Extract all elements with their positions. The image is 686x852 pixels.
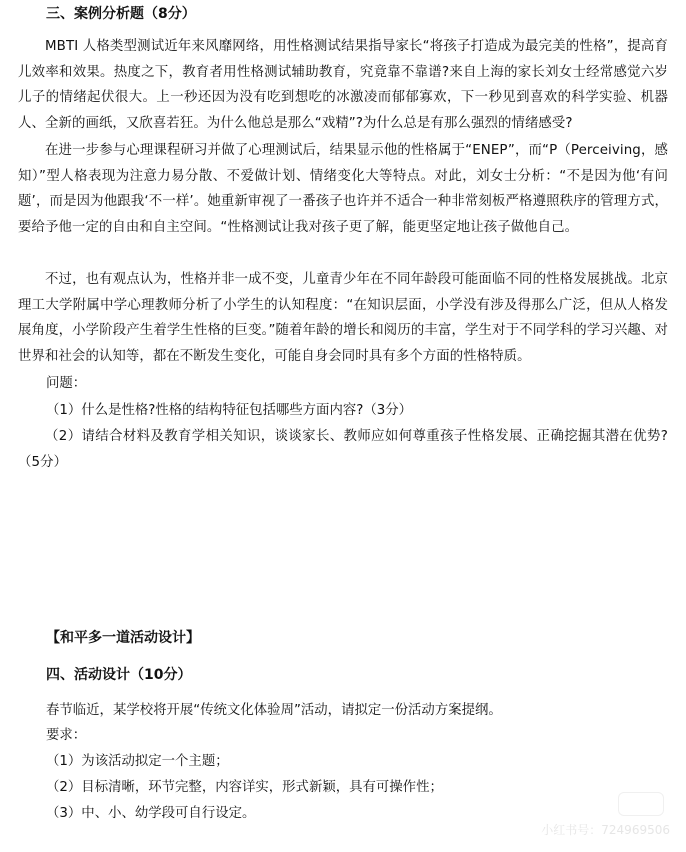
- activity-bracket-title: 【和平多一道活动设计】: [46, 630, 200, 646]
- case-paragraph-3: 不过，也有观点认为，性格并非一成不变，儿童青少年在不同年龄段可能面临不同的性格发展挑战。北京理工大学附属中学心理教师分析了小学生的认知程度：“在知识层面，小学没有涉及得那么广泛，但从人格发展角度，小学阶段产生着学生性格的巨变。”随着年龄的增长和阅历的丰富，学生对于不同学科的学习兴趣、对世界和社会的认知等，都在不断发生变化，可能自身会同时具有多个方面的性格特质。: [18, 272, 668, 364]
- requirement-2: （2）目标清晰，环节完整，内容详实，形式新颖，具有可操作性；: [46, 780, 443, 795]
- question-1: （1）什么是性格?性格的结构特征包括哪些方面内容?（3分）: [46, 403, 413, 418]
- watermark: 小红书号：724969506: [541, 823, 670, 837]
- section-3-title: 三、案例分析题（8分）: [46, 6, 196, 22]
- requirement-3: （3）中、小、幼学段可自行设定。: [46, 806, 256, 821]
- questions-label: 问题：: [46, 376, 87, 391]
- section-4-title: 四、活动设计（10分）: [46, 667, 192, 683]
- case-paragraph-1: MBTI 人格类型测试近年来风靡网络，用性格测试结果指导家长“将孩子打造成为最完美的性格”，提高育儿效率和效果。热度之下，教育者用性格测试辅助教育，究竟靠不靠谱?来自上海的家长刘女士经常感觉六岁儿子的情绪起伏很大。上一秒还因为没有吃到想吃的冰激凌而郁郁寡欢，下一秒见到喜欢的科学实验、机器人、全新的画纸，又欣喜若狂。为什么他总是那么“戏精”?为什么总是有那么强烈的情绪感受?: [18, 39, 668, 131]
- requirements-label: 要求：: [46, 728, 87, 743]
- requirement-1: （1）为该活动拟定一个主题；: [46, 754, 229, 769]
- watermark-logo-icon: [618, 792, 664, 816]
- activity-intro: 春节临近，某学校将开展“传统文化体验周”活动，请拟定一份活动方案提纲。: [46, 703, 502, 718]
- case-paragraph-2: 在进一步参与心理课程研习并做了心理测试后，结果显示他的性格属于“ENEP”，而“P（Perceiving，感知）”型人格表现为注意力易分散、不爱做计划、情绪变化大等特点。对此，刘女士分析：“不是因为他‘有问题’，而是因为他跟我‘不一样’。她重新审视了一番孩子也许并不适合一种非常刻板严格遵照秩序的管理方式，要给予他一定的自由和自主空间。“性格测试让我对孩子更了解，能更坚定地让孩子做他自己。: [18, 143, 668, 235]
- question-2: （2）请结合材料及教育学相关知识，谈谈家长、教师应如何尊重孩子性格发展、正确挖掘其潜在优势?（5分）: [18, 429, 668, 470]
